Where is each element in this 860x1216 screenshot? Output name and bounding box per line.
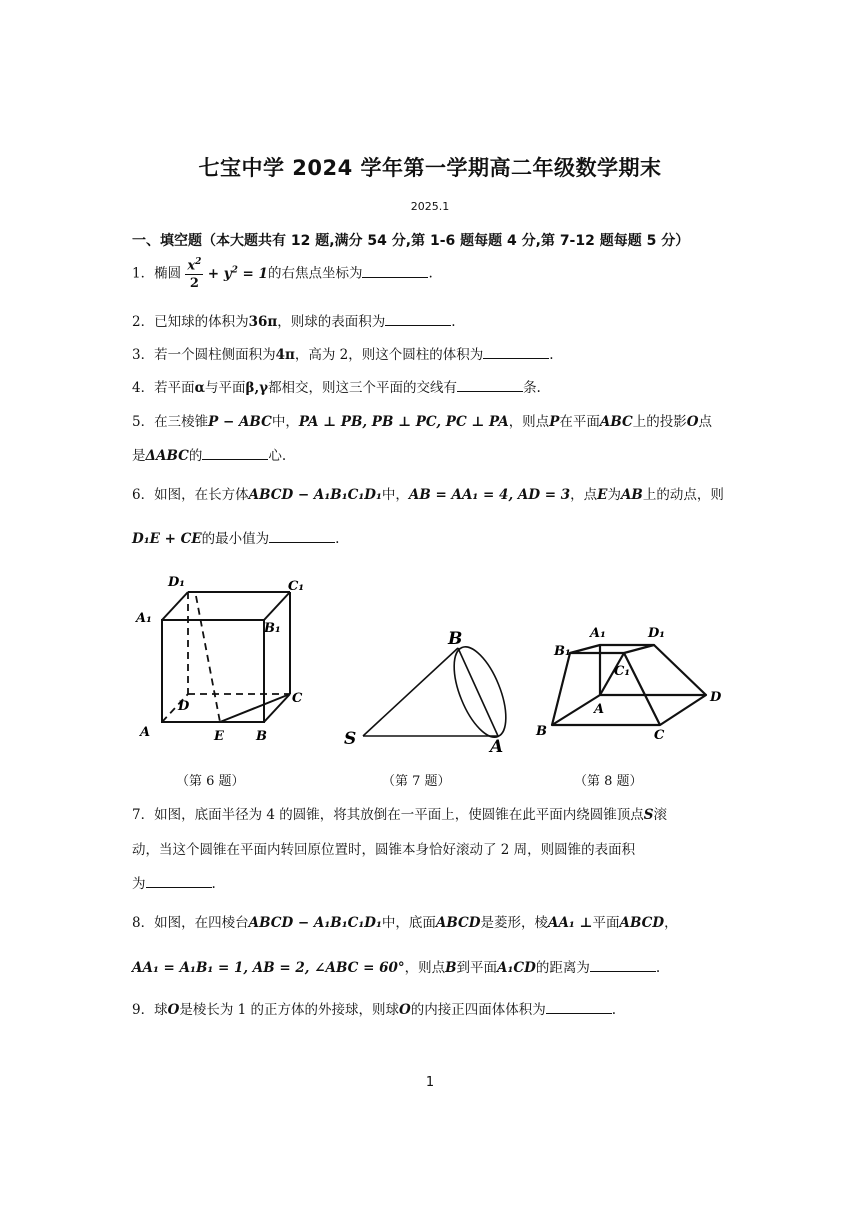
question-7-line-3: 为 . — [132, 876, 216, 892]
question-5-line-2: 是ΔABC的 心. — [132, 448, 287, 464]
label-B1: B₁ — [264, 621, 281, 636]
figure-6-cuboid — [130, 570, 320, 750]
label-A1: A₁ — [590, 626, 606, 641]
question-1: 1．椭圆 $\frac{x^2}{2}$ + $y^2 = 1$的右焦点坐标为 . — [132, 257, 433, 292]
caption-figure-8: （第 8 题） — [574, 774, 643, 789]
question-6-line-2: D₁E + CE的最小值为 . — [132, 531, 340, 547]
answer-blank-8[interactable] — [590, 959, 656, 972]
label-C: C — [654, 728, 665, 743]
ellipse-fraction: $\frac{x^2}{2}$ — [187, 257, 202, 292]
label-C1: C₁ — [288, 579, 305, 594]
question-7-line-1: 7．如图，底面半径为 4 的圆锥，将其放倒在一平面上，使圆锥在此平面内绕圆锥顶点S滚 — [132, 807, 668, 823]
question-8-line-1: 8．如图，在四棱台ABCD − A₁B₁C₁D₁中，底面ABCD是菱形，棱AA₁ ⊥平面ABCD， — [132, 915, 678, 931]
label-B: B — [536, 724, 547, 739]
section-heading: 一、填空题（本大题共有 12 题,满分 54 分,第 1-6 题每题 4 分,第 7-12 题每题 5 分） — [132, 233, 690, 249]
question-7-line-2: 动，当这个圆锥在平面内转回原位置时，圆锥本身恰好滚动了 2 周，则圆锥的表面积 — [132, 842, 636, 858]
label-B1: B₁ — [554, 644, 571, 659]
answer-blank-6[interactable] — [269, 530, 335, 543]
answer-blank-1[interactable] — [362, 265, 428, 278]
label-B: B — [256, 729, 267, 744]
answer-blank-5[interactable] — [202, 447, 268, 460]
answer-blank-4[interactable] — [457, 379, 523, 392]
answer-blank-9[interactable] — [546, 1001, 612, 1014]
label-C: C — [292, 691, 303, 706]
label-A: A — [594, 702, 605, 717]
label-A1: A₁ — [136, 611, 152, 626]
figure-7-cone — [340, 620, 520, 755]
label-D1: D₁ — [648, 626, 665, 641]
answer-blank-3[interactable] — [483, 346, 549, 359]
document-date: 2025.1 — [410, 200, 450, 213]
caption-figure-7: （第 7 题） — [382, 774, 451, 789]
label-cone-S: S — [344, 729, 357, 749]
caption-figure-6: （第 6 题） — [176, 774, 245, 789]
label-A: A — [140, 725, 151, 740]
label-D: D — [178, 699, 190, 714]
question-6-line-1: 6．如图，在长方体ABCD − A₁B₁C₁D₁中，AB = AA₁ = 4, AD = 3，点E为AB上的动点，则 — [132, 487, 724, 503]
question-4: 4．若平面α与平面β,γ都相交，则这三个平面的交线有 条. — [132, 380, 541, 396]
page-number: 1 — [425, 1075, 435, 1090]
question-5-line-1: 5．在三棱锥P − ABC中，PA ⊥ PB, PB ⊥ PC, PC ⊥ PA，则点P在平面ABC上的投影O点 — [132, 414, 712, 430]
ellipse-equation-rest: + $y^2 = 1$ — [207, 265, 268, 282]
label-cone-B: B — [448, 629, 463, 649]
question-8-line-2: AA₁ = A₁B₁ = 1, AB = 2, ∠ABC = 60°，则点B到平面A₁CD的距离为 . — [132, 960, 661, 976]
figure-8-frustum — [530, 615, 730, 745]
label-D1: D₁ — [168, 575, 185, 590]
question-9: 9．球O是棱长为 1 的正方体的外接球，则球O的内接正四面体体积为 . — [132, 1002, 617, 1018]
question-2: 2．已知球的体积为36π，则球的表面积为 . — [132, 314, 456, 330]
answer-blank-7[interactable] — [146, 875, 212, 888]
label-C1: C₁ — [614, 664, 631, 679]
label-E: E — [214, 729, 224, 744]
answer-blank-2[interactable] — [385, 313, 451, 326]
label-cone-A: A — [490, 737, 504, 755]
label-D: D — [710, 690, 722, 705]
document-title: 七宝中学 2024 学年第一学期高二年级数学期末 — [198, 156, 662, 180]
question-3: 3．若一个圆柱侧面积为4π，高为 2，则这个圆柱的体积为 . — [132, 347, 554, 363]
